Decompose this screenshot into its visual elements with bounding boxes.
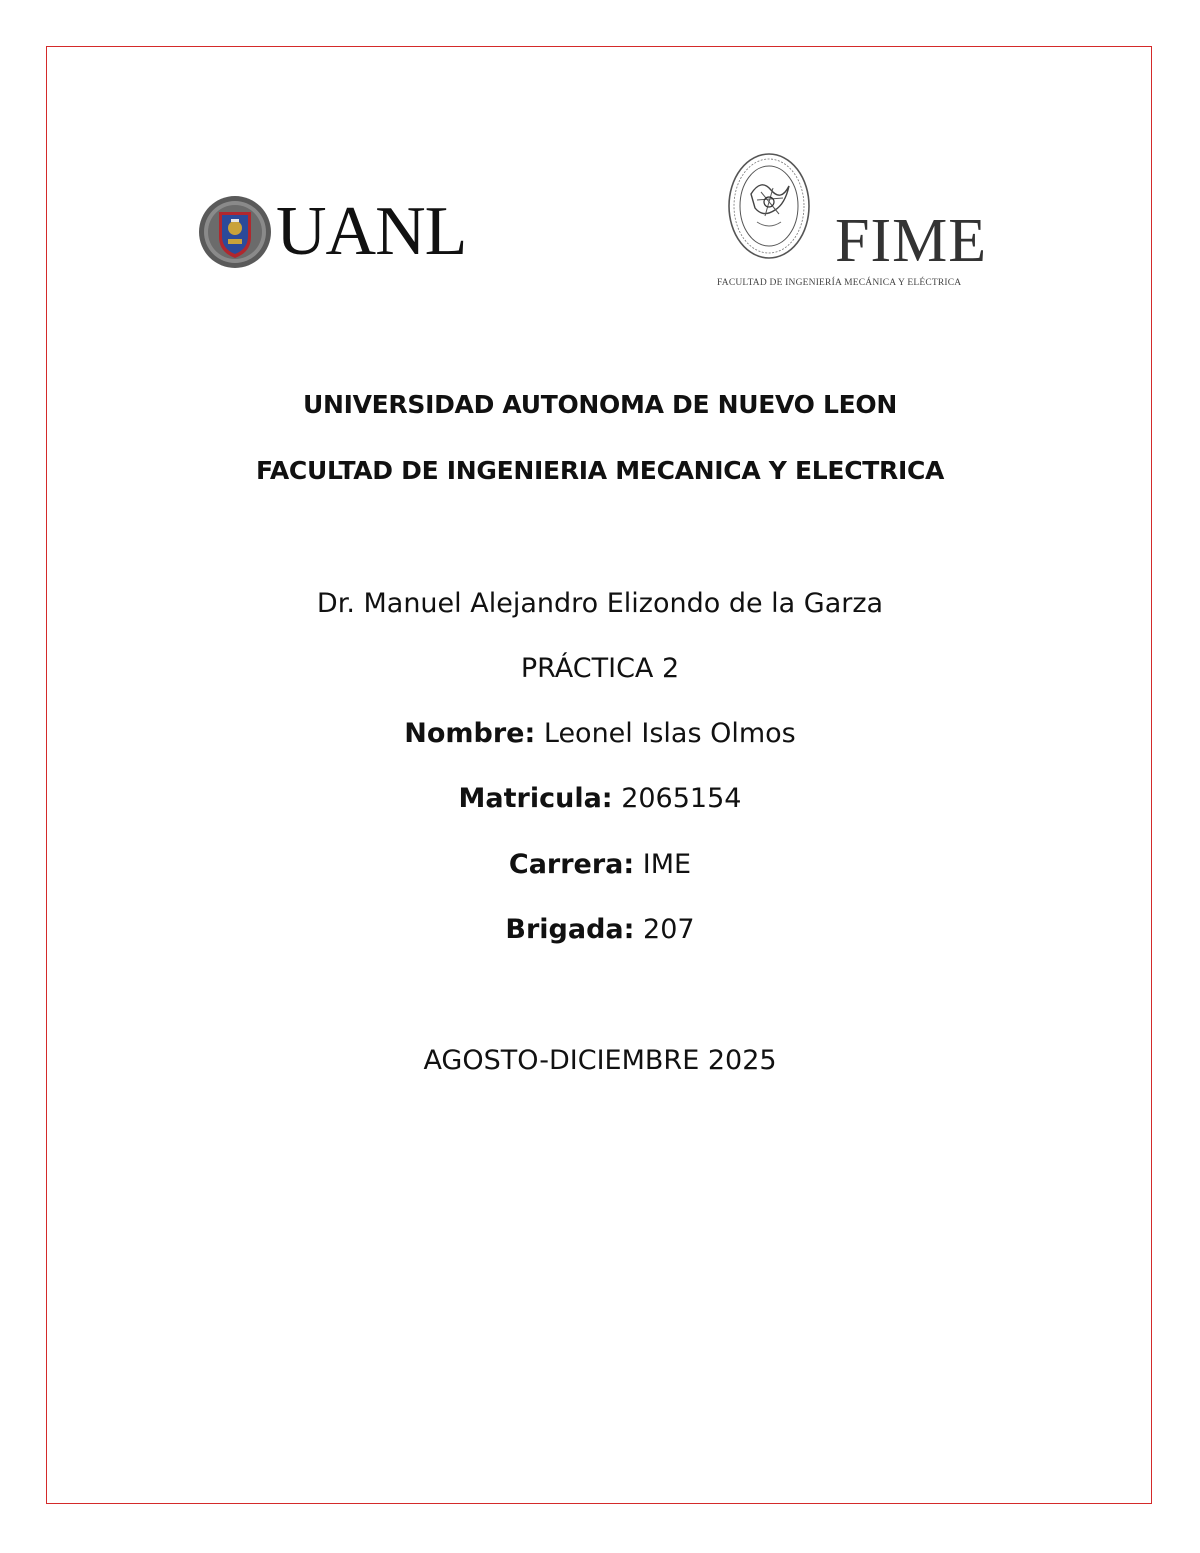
uanl-logo <box>198 192 466 272</box>
field-label: Nombre: <box>404 718 536 749</box>
field-value: 207 <box>643 914 695 945</box>
field-nombre <box>0 718 1200 749</box>
field-label: Brigada: <box>505 914 635 945</box>
fime-logo <box>715 152 1005 297</box>
fime-seal-icon <box>727 152 811 260</box>
uanl-seal-icon <box>198 195 272 269</box>
fime-subtitle: FACULTAD DE INGENIERÍA MECÁNICA Y ELÉCTRICA <box>717 278 962 288</box>
field-carrera <box>0 849 1200 880</box>
practice-title: PRÁCTICA 2 <box>520 653 680 684</box>
field-value: IME <box>642 849 692 880</box>
field-label: Matricula: <box>458 783 613 814</box>
field-matricula <box>0 783 1200 814</box>
field-value: 2065154 <box>621 783 742 814</box>
faculty-title: FACULTAD DE INGENIERIA MECANICA Y ELECTRICA <box>255 456 945 485</box>
field-value: Leonel Islas Olmos <box>543 718 796 749</box>
university-title: UNIVERSIDAD AUTONOMA DE NUEVO LEON <box>302 390 898 419</box>
field-brigada <box>0 914 1200 945</box>
field-label: Carrera: <box>508 849 635 880</box>
academic-period: AGOSTO-DICIEMBRE 2025 <box>423 1045 777 1076</box>
uanl-wordmark: UANL <box>276 193 467 270</box>
fime-wordmark: FIME <box>835 207 988 275</box>
professor-name: Dr. Manuel Alejandro Elizondo de la Garza <box>316 588 884 619</box>
